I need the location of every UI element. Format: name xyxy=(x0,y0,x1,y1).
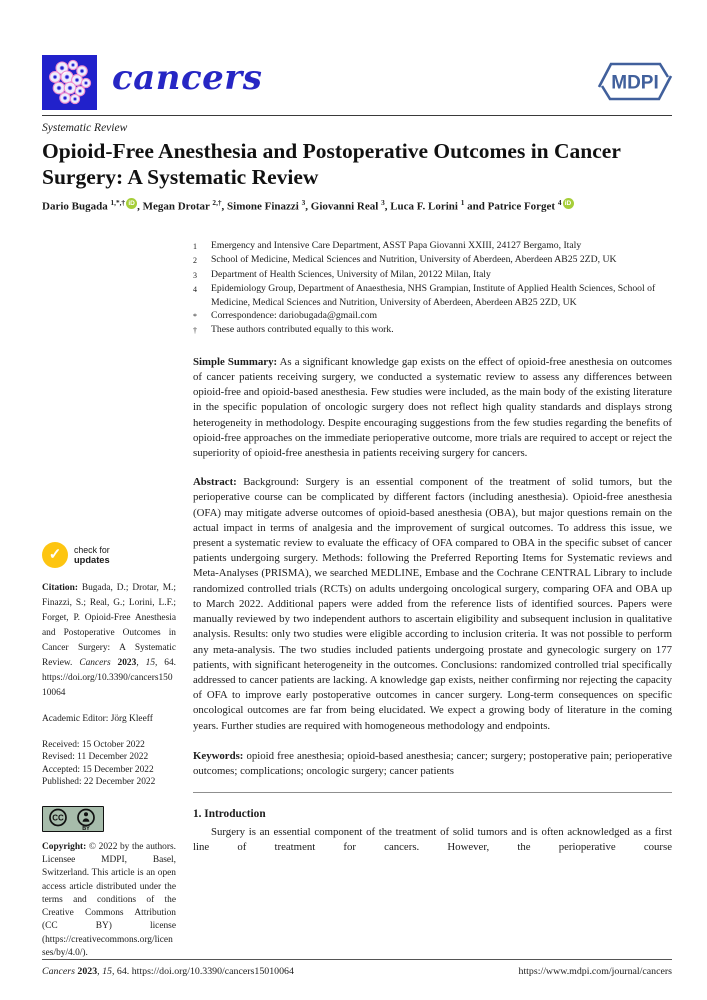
affiliation-marker: † xyxy=(193,326,197,336)
citation-journal: Cancers xyxy=(79,658,111,668)
affiliation-row xyxy=(193,309,672,323)
author-name: , Luca F. Lorini xyxy=(384,200,461,213)
affiliation-marker: 2 xyxy=(193,256,197,266)
simple-summary-text: As a significant knowledge gap exists on the effect of opioid-free anesthesia on outcomes of cancer patients receiving surgery, we conducted a systematic review to assess any differences between opioid-free and opioid-based anesthesia. Few studies were included, as the main body of the existing literature in the specific population of oncologic surgery does not reflect high quality standards and displays strong heterogeneity in methodology. Despite encouraging suggestions from the few studies regarding the benefits of opioid-free approaches on the immediate perioperative outcome, more trials are required to accept or reject the superiority of opioid-free anesthesia in patients receiving surgery for cancers. xyxy=(193,355,672,460)
article-type-label: Systematic Review xyxy=(42,122,128,134)
check-icon: ✓ xyxy=(42,542,68,568)
affiliations-list xyxy=(193,239,672,338)
keywords xyxy=(193,749,672,779)
keywords-text: opioid free anesthesia; opioid-based anesthesia; cancer; surgery; postoperative pain; perioperative outcomes; complications; oncologic surgery; cancer patients xyxy=(193,749,672,777)
by-person-icon xyxy=(78,809,94,831)
affiliation-row xyxy=(193,323,672,337)
mdpi-logo-text: MDPI xyxy=(611,72,659,94)
accepted-date: Accepted: 15 December 2022 xyxy=(42,764,154,775)
footer-journal: Cancers xyxy=(42,966,75,977)
affiliation-marker: 3 xyxy=(193,270,197,280)
citation-separator: , xyxy=(136,658,146,668)
check-for-updates-line2: updates xyxy=(74,555,110,565)
author-affil-marker: 3 xyxy=(381,198,385,207)
cancers-journal-logo-icon xyxy=(42,55,97,110)
affiliation-text: Emergency and Intensive Care Department, ASST Papa Giovanni XXIII, 24127 Bergamo, Italy xyxy=(211,240,582,251)
cc-by-license-badge[interactable] xyxy=(42,806,104,832)
author-name: , Giovanni Real xyxy=(305,200,382,213)
copyright-block xyxy=(42,841,176,961)
citation-volume: 15 xyxy=(145,658,155,668)
affiliation-text: School of Medicine, Medical Sciences and Nutrition, University of Aberdeen, Aberdeen AB25 2ZD, UK xyxy=(211,254,617,266)
svg-text:CC: CC xyxy=(52,813,64,823)
copyright-text: © 2022 by the authors. Licensee MDPI, Basel, Switzerland. This article is an open access article distributed under the terms and conditions of the Creative Commons Attribution (CC BY) license (https://creativecommons.org/licenses/by/4.0/). xyxy=(42,841,176,958)
citation-block xyxy=(42,581,176,701)
citation-doi-link[interactable]: https://doi.org/10.3390/cancers15010064 xyxy=(42,673,173,698)
mdpi-logo-icon xyxy=(596,60,674,108)
footer-doi-link[interactable]: , 64. https://doi.org/10.3390/cancers15010064 xyxy=(111,966,294,977)
citation-text: Bugada, D.; Drotar, M.; Finazzi, S.; Real, G.; Lorini, L.F.; Forget, P. Opioid-Free Anesthesia and Postoperative Outcomes in Cancer Surgery: A Systematic Review. xyxy=(42,583,176,668)
section-divider xyxy=(193,792,672,793)
affiliation-marker: 1 xyxy=(193,242,197,251)
page-title: Opioid-Free Anesthesia and Postoperative Outcomes in Cancer Surgery: A Systematic Review xyxy=(42,139,621,189)
affiliation-row xyxy=(193,268,672,282)
author-affil-marker: 1 xyxy=(460,198,465,207)
academic-editor: Academic Editor: Jörg Kleeff xyxy=(42,714,153,724)
cc-icon xyxy=(50,809,66,825)
author-affil-marker: 4 xyxy=(557,198,562,207)
affiliation-row xyxy=(193,282,672,309)
affiliation-text: Epidemiology Group, Department of Anaesthesia, NHS Grampian, Institute of Applied Health Sciences, School of Medicine, Medical Sciences and Nutrition, University of Aberdeen, Aberdeen AB25 2ZD, UK xyxy=(211,283,656,308)
footer-citation xyxy=(42,966,294,977)
introduction-paragraph: Surgery is an essential component of the treatment of solid tumors and is often acknowledged as a first line of treatment for cancers. However, the perioperative course xyxy=(193,826,672,854)
footer-volume: 15 xyxy=(102,966,112,977)
copyright-label: Copyright: xyxy=(42,841,87,852)
correspondence-email-link[interactable]: Correspondence: dariobugada@gmail.com xyxy=(211,310,378,322)
article-meta-sidebar xyxy=(42,542,176,960)
header-divider xyxy=(42,115,672,116)
author-affil-marker: 3 xyxy=(301,198,306,207)
author-name: and Patrice Forget xyxy=(464,200,558,213)
affiliation-marker: * xyxy=(193,312,197,322)
orcid-icon[interactable]: iD xyxy=(563,198,574,209)
main-column xyxy=(193,239,672,856)
check-for-updates-line1: check for xyxy=(74,545,110,555)
affiliation-text: These authors contributed equally to this work. xyxy=(211,324,394,336)
journal-name: cancers xyxy=(112,58,263,98)
author-name: Dario Bugada xyxy=(42,200,111,213)
keywords-label: Keywords: xyxy=(193,749,244,762)
authors-line xyxy=(42,198,682,213)
orcid-icon[interactable]: iD xyxy=(126,198,137,209)
citation-pages: , 64. xyxy=(155,658,177,668)
author-affil-marker: 2,† xyxy=(212,198,222,207)
check-for-updates-label xyxy=(74,545,110,565)
citation-label: Citation: xyxy=(42,583,78,593)
abstract-text: Background: Surgery is an essential component of the treatment of solid tumors, but the perioperative course can be complicated by different factors (including anesthesia). Opioid-free anesthesia (OFA) may mitigate adverse outcomes of opioid-based anesthesia (OBA), but major questions remain on the actual impact in terms of analgesia and the improvement of surgical outcomes. To address this issue, we present a systematic review to evaluate the efficacy of OFA compared to OBA in the specific subset of cancer patients undergoing surgery. Methods: following the Preferred Reporting Items for Systematic reviews and Meta-Analyses (PRISMA), we searched MEDLINE, Embase and the Cochrane CENTRAL Library to include randomized controlled trials (RCTs) on adults undergoing oncological surgery, comparing OFA and OBA up to March 2022. Additional papers were added from the reference lists of identified sources. Papers were manually reviewed by two independent authors to ascertain eligibility and subsequent inclusion in qualitative analysis. Results: only two studies were eligible according to inclusion criteria. It was not possible to perform any meta-analysis. The two studies included patients undergoing prostate and gynecologic surgery on 177 patients, with significant heterogeneity in the outcomes. Conclusions: randomized controlled trial specifically addressed to cancer patients are lacking. A knowledge gap exists, neither confirming nor rejecting the capacity of OFA to improve early postoperative outcomes in cancer surgery. Long-term consequences on specific oncological outcomes are far from being elucidated. We expect a growing body of literature in the coming years. Further studies are required with homogeneous methodology and endpoints. xyxy=(193,476,672,732)
author-name: , Megan Drotar xyxy=(137,200,213,213)
simple-summary xyxy=(193,355,672,461)
revised-date: Revised: 11 December 2022 xyxy=(42,752,149,763)
article-dates xyxy=(42,739,176,789)
section-heading-introduction: 1. Introduction xyxy=(193,808,266,821)
author-name: , Simone Finazzi xyxy=(221,200,302,213)
cc-by-label: BY xyxy=(82,825,90,831)
abstract-label: Abstract: xyxy=(193,476,237,489)
affiliation-row xyxy=(193,239,672,253)
affiliation-row xyxy=(193,253,672,267)
footer-separator: , xyxy=(97,966,103,977)
affiliation-marker: 4 xyxy=(193,285,197,295)
footer-journal-url-link[interactable]: https://www.mdpi.com/journal/cancers xyxy=(518,966,672,977)
check-for-updates-button[interactable] xyxy=(42,542,176,568)
footer-divider xyxy=(42,959,672,960)
author-affil-marker: 1,*,† xyxy=(110,198,126,207)
footer-year: 2023 xyxy=(74,966,98,977)
published-date: Published: 22 December 2022 xyxy=(42,777,156,788)
abstract xyxy=(193,475,672,733)
received-date: Received: 15 October 2022 xyxy=(42,740,145,750)
simple-summary-label: Simple Summary: xyxy=(193,355,278,368)
affiliation-text: Department of Health Sciences, University of Milan, 20122 Milan, Italy xyxy=(211,268,491,280)
citation-year: 2023 xyxy=(110,658,137,668)
